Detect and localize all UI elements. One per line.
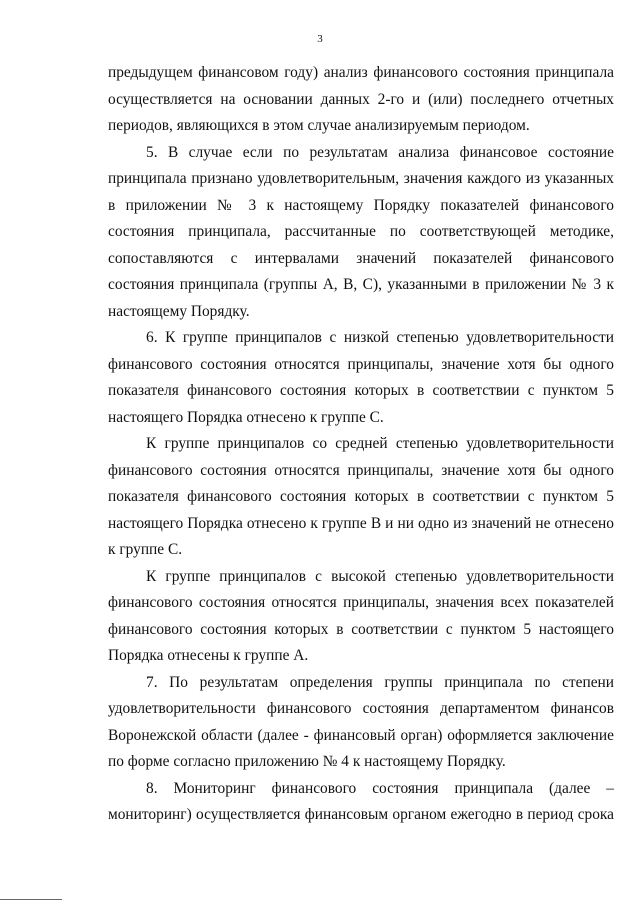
paragraph-high-group: К группе принципалов с высокой степенью удовлетворительности финансового состояния относятся принципалы, значения всех показателей финансового состояния которых в соответствии с пунктом 5 настоящего Порядка отнесены к группе А.	[108, 567, 614, 664]
paragraph-item-5: 5. В случае если по результатам анализа финансовое состояние принципала признано удовлетворительным, значения каждого из указанных в приложении № 3 к настоящему Порядку показателей финансового состояния принципала, рассчитанные по соответствующей методике, сопоставляются с интервалами значений показателей финансового состояния принципала (группы А, В, С), указанными в приложении № 3 к настоящему Порядку.	[108, 143, 614, 320]
paragraph-item-6: 6. К группе принципалов с низкой степенью удовлетворительности финансового состояния относятся принципалы, значение хотя бы одного показателя финансового состояния которых в соответствии с пунктом 5 настоящего Порядка отнесено к группе С.	[108, 329, 614, 426]
page-number: 3	[317, 33, 323, 45]
paragraph-continuation: предыдущем финансовом году) анализ финансового состояния принципала осуществляется на основании данных 2-го и (или) последнего отчетных периодов, являющихся в этом случае анализируемым периодом.	[108, 64, 614, 134]
paragraph-item-8: 8. Мониторинг финансового состояния принципала (далее – мониторинг) осуществляется финансовым органом ежегодно в период срока	[108, 779, 614, 823]
footer-divider	[0, 899, 62, 900]
paragraph-medium-group: К группе принципалов со средней степенью удовлетворительности финансового состояния относятся принципалы, значение хотя бы одного показателя финансового состояния которых в соответствии с пунктом 5 настоящего Порядка отнесено к группе В и ни одно из значений не отнесено к группе С.	[108, 435, 614, 558]
paragraph-item-7: 7. По результатам определения группы принципала по степени удовлетворительности финансового состояния департаментом финансов Воронежской области (далее - финансовый орган) оформляется заключение по форме согласно приложению № 4 к настоящему Порядку.	[108, 673, 614, 770]
document-body	[108, 60, 614, 829]
